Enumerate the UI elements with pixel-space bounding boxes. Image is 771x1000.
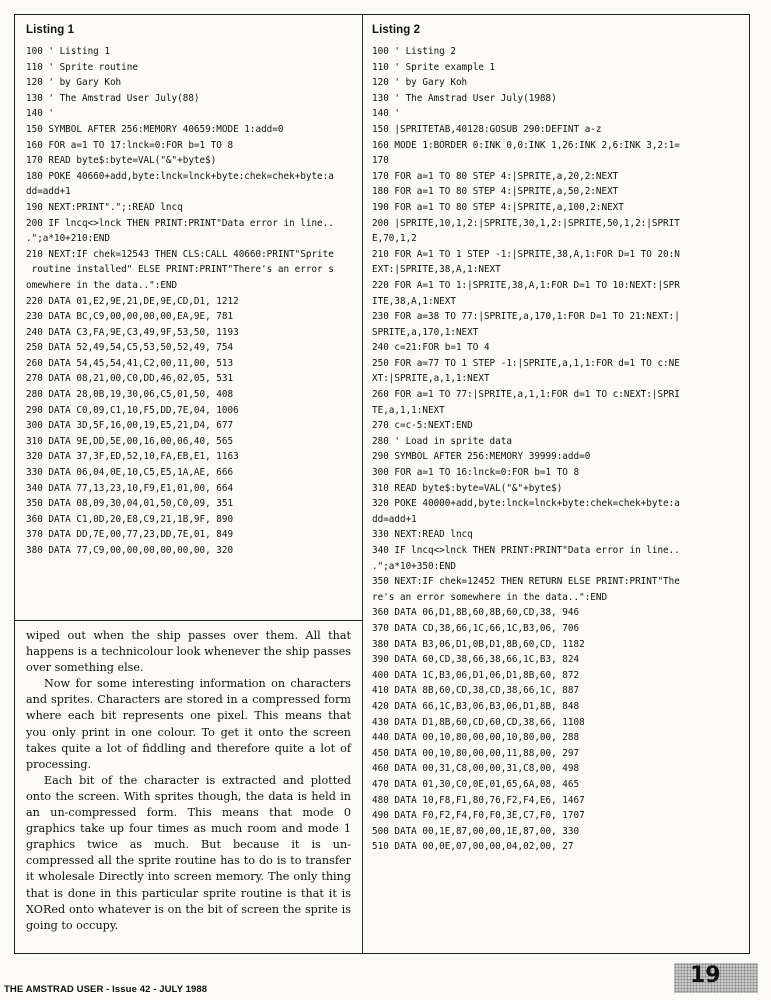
code-line: 140 ' bbox=[372, 108, 400, 120]
listing-1-title: Listing 1 bbox=[26, 24, 75, 36]
column-divider bbox=[362, 14, 363, 954]
code-line: 260 FOR a=1 TO 77:|SPRITE,a,1,1:FOR d=1 TO c:NEXT:|SPRI bbox=[372, 389, 680, 401]
code-line: 120 ' by Gary Koh bbox=[26, 77, 122, 89]
code-line: 280 ' Load in sprite data bbox=[372, 435, 512, 447]
article-text bbox=[26, 628, 351, 934]
code-line: 140 ' bbox=[26, 108, 54, 120]
article-paragraph: wiped out when the ship passes over them. All that happens is a technicolour look whenever the ship passes over something else. bbox=[26, 629, 351, 675]
code-line: 290 SYMBOL AFTER 256:MEMORY 39999:add=0 bbox=[372, 451, 591, 463]
code-line: 380 DATA 77,C9,00,00,00,00,00,00, 320 bbox=[26, 545, 234, 556]
code-line: 420 DATA 66,1C,B3,06,B3,06,D1,8B, 848 bbox=[372, 700, 580, 712]
code-line: 300 FOR a=1 TO 16:lnck=0:FOR b=1 TO 8 bbox=[372, 467, 580, 479]
code-line: 110 ' Sprite routine bbox=[26, 61, 138, 73]
code-line: 150 SYMBOL AFTER 256:MEMORY 40659:MODE 1:add=0 bbox=[26, 123, 284, 135]
code-line: 440 DATA 00,10,80,00,00,10,80,00, 288 bbox=[372, 732, 580, 744]
code-line: 180 POKE 40660+add,byte:lnck=lnck+byte:chek=chek+byte:a bbox=[26, 170, 334, 182]
code-line: 170 bbox=[372, 155, 389, 167]
code-line: E,70,1,2 bbox=[372, 233, 417, 245]
code-line: .";a*10+210:END bbox=[26, 233, 110, 245]
code-line: 160 FOR a=1 TO 17:lnck=0:FOR b=1 TO 8 bbox=[26, 139, 234, 151]
code-line: EXT:|SPRITE,38,A,1:NEXT bbox=[372, 264, 501, 276]
code-line: .";a*10+350:END bbox=[372, 560, 456, 572]
listing-2-code bbox=[372, 44, 680, 855]
code-line: 330 DATA 06,04,0E,10,C5,E5,1A,AE, 666 bbox=[26, 467, 234, 479]
article-paragraph: Now for some interesting information on characters and sprites. Characters are stored in a compressed form where each bit represents one pixel. This means that you only print in one colour. To get it onto the screen takes quite a lot of fiddling and therefore quite a lot of processing. bbox=[26, 677, 351, 771]
code-line: ITE,38,A,1:NEXT bbox=[372, 295, 456, 307]
code-line: 180 FOR a=1 TO 80 STEP 4:|SPRITE,a,50,2:NEXT bbox=[372, 186, 619, 198]
listing-2-title: Listing 2 bbox=[372, 24, 421, 36]
code-line: 450 DATA 00,10,80,00,00,11,88,00, 297 bbox=[372, 747, 580, 759]
code-line: 130 ' The Amstrad User July(88) bbox=[26, 92, 200, 104]
code-line: omewhere in the data..":END bbox=[26, 279, 178, 291]
code-line: 220 FOR A=1 TO 1:|SPRITE,38,A,1:FOR D=1 TO 10:NEXT:|SPR bbox=[372, 279, 680, 291]
code-line: 230 DATA BC,C9,00,00,00,00,EA,9E, 781 bbox=[26, 311, 234, 323]
code-line: 340 DATA 77,13,23,10,F9,E1,01,00, 664 bbox=[26, 482, 234, 494]
code-line: 150 |SPRITETAB,40128:GOSUB 290:DEFINT a-z bbox=[372, 123, 602, 135]
code-line: 280 DATA 28,0B,19,30,06,C5,01,50, 408 bbox=[26, 389, 234, 401]
code-line: 360 DATA C1,0D,20,E8,C9,21,1B,9F, 890 bbox=[26, 513, 234, 525]
code-line: 130 ' The Amstrad User July(1988) bbox=[372, 92, 557, 104]
code-line: 250 DATA 52,49,54,C5,53,50,52,49, 754 bbox=[26, 342, 234, 354]
code-line: 300 DATA 3D,5F,16,00,19,E5,21,D4, 677 bbox=[26, 420, 234, 432]
code-line: 510 DATA 00,0E,07,00,00,04,02,00, 27 bbox=[372, 841, 574, 853]
article-paragraph: Each bit of the character is extracted and plotted onto the screen. With sprites though, the data is held in an un-compressed form. This means that mode 0 graphics take up four times as much room and mode 1 graphics twice as much. But because it is un-compressed all the sprite routine has to do is to transfer it wholesale Directly into screen memory. The only thing that is done in this particular sprite routine is that it is XORed onto whatever is on the bit of screen the sprite is going to occupy. bbox=[26, 773, 351, 932]
code-line: TE,a,1,1:NEXT bbox=[372, 404, 445, 416]
listing-rule bbox=[14, 620, 363, 621]
code-line: 240 DATA C3,FA,9E,C3,49,9F,53,50, 1193 bbox=[26, 326, 239, 338]
code-line: 110 ' Sprite example 1 bbox=[372, 61, 496, 73]
code-line: 310 READ byte$:byte=VAL("&"+byte$) bbox=[372, 482, 563, 494]
code-line: 120 ' by Gary Koh bbox=[372, 77, 468, 89]
code-line: 200 |SPRITE,10,1,2:|SPRITE,30,1,2:|SPRITE,50,1,2:|SPRIT bbox=[372, 217, 680, 229]
code-line: 240 c=21:FOR b=1 TO 4 bbox=[372, 342, 490, 354]
code-line: 210 FOR A=1 TO 1 STEP -1:|SPRITE,38,A,1:FOR D=1 TO 20:N bbox=[372, 248, 680, 260]
code-line: routine installed" ELSE PRINT:PRINT"There's an error s bbox=[26, 264, 334, 276]
footer-publication: THE AMSTRAD USER - Issue 42 - JULY 1988 bbox=[4, 984, 208, 995]
code-line: 480 DATA 10,F8,F1,80,76,F2,F4,E6, 1467 bbox=[372, 794, 585, 806]
code-line: dd=add+1 bbox=[26, 186, 71, 198]
code-line: 230 FOR a=38 TO 77:|SPRITE,a,170,1:FOR D=1 TO 21:NEXT:| bbox=[372, 311, 680, 323]
code-line: 260 DATA 54,45,54,41,C2,00,11,00, 513 bbox=[26, 357, 234, 369]
code-line: 310 DATA 9E,DD,5E,00,16,00,06,40, 565 bbox=[26, 435, 234, 447]
code-line: 330 NEXT:READ lncq bbox=[372, 529, 473, 541]
code-line: 200 IF lncq<>lnck THEN PRINT:PRINT"Data error in line.. bbox=[26, 217, 334, 229]
code-line: 430 DATA D1,8B,60,CD,60,CD,38,66, 1108 bbox=[372, 716, 585, 728]
code-line: 390 DATA 60,CD,38,66,38,66,1C,B3, 824 bbox=[372, 654, 580, 666]
code-line: 350 NEXT:IF chek=12452 THEN RETURN ELSE PRINT:PRINT"The bbox=[372, 576, 680, 588]
code-line: SPRITE,a,170,1:NEXT bbox=[372, 326, 479, 338]
code-line: 320 DATA 37,3F,ED,52,10,FA,EB,E1, 1163 bbox=[26, 451, 239, 463]
listing-1-code bbox=[26, 44, 334, 559]
code-line: 460 DATA 00,31,C8,00,00,31,C8,00, 498 bbox=[372, 763, 580, 775]
code-line: 100 ' Listing 1 bbox=[26, 46, 110, 57]
code-line: 500 DATA 00,1E,87,00,00,1E,87,00, 330 bbox=[372, 825, 580, 837]
code-line: 290 DATA C0,09,C1,10,F5,DD,7E,04, 1006 bbox=[26, 404, 239, 416]
code-line: 250 FOR a=77 TO 1 STEP -1:|SPRITE,a,1,1:FOR d=1 TO c:NE bbox=[372, 357, 680, 369]
code-line: 360 DATA 06,D1,8B,60,8B,60,CD,38, 946 bbox=[372, 607, 580, 619]
code-line: 380 DATA B3,06,D1,0B,D1,8B,60,CD, 1182 bbox=[372, 638, 585, 650]
code-line: 340 IF lncq<>lnck THEN PRINT:PRINT"Data error in line.. bbox=[372, 545, 680, 556]
code-line: 470 DATA 01,30,C0,0E,01,65,6A,08, 465 bbox=[372, 778, 580, 790]
code-line: 320 POKE 40000+add,byte:lnck=lnck+byte:chek=chek+byte:a bbox=[372, 498, 680, 510]
code-line: XT:|SPRITE,a,1,1:NEXT bbox=[372, 373, 490, 385]
code-line: 220 DATA 01,E2,9E,21,DE,9E,CD,D1, 1212 bbox=[26, 295, 239, 307]
code-line: 160 MODE 1:BORDER 0:INK 0,0:INK 1,26:INK 2,6:INK 3,2:1= bbox=[372, 139, 680, 151]
code-line: 270 c=c-5:NEXT:END bbox=[372, 420, 473, 432]
code-line: 410 DATA 8B,60,CD,38,CD,38,66,1C, 887 bbox=[372, 685, 580, 697]
code-line: 350 DATA 08,09,30,04,01,50,C0,09, 351 bbox=[26, 498, 234, 510]
page-number: 19 bbox=[690, 963, 721, 988]
code-line: 100 ' Listing 2 bbox=[372, 46, 456, 57]
code-line: re's an error somewhere in the data..":END bbox=[372, 591, 608, 603]
code-line: 490 DATA F0,F2,F4,F0,F0,3E,C7,F0, 1707 bbox=[372, 810, 585, 822]
code-line: 370 DATA CD,38,66,1C,66,1C,B3,06, 706 bbox=[372, 622, 580, 634]
code-line: dd=add+1 bbox=[372, 513, 417, 525]
code-line: 210 NEXT:IF chek=12543 THEN CLS:CALL 40660:PRINT"Sprite bbox=[26, 248, 334, 260]
code-line: 170 READ byte$:byte=VAL("&"+byte$) bbox=[26, 155, 217, 167]
code-line: 170 FOR a=1 TO 80 STEP 4:|SPRITE,a,20,2:NEXT bbox=[372, 170, 619, 182]
code-line: 370 DATA DD,7E,00,77,23,DD,7E,01, 849 bbox=[26, 529, 234, 541]
code-line: 400 DATA 1C,B3,06,D1,06,D1,8B,60, 872 bbox=[372, 669, 580, 681]
code-line: 190 FOR a=1 TO 80 STEP 4:|SPRITE,a,100,2:NEXT bbox=[372, 201, 624, 213]
code-line: 270 DATA 08,21,00,C0,DD,46,02,05, 531 bbox=[26, 373, 234, 385]
code-line: 190 NEXT:PRINT".";:READ lncq bbox=[26, 201, 183, 213]
